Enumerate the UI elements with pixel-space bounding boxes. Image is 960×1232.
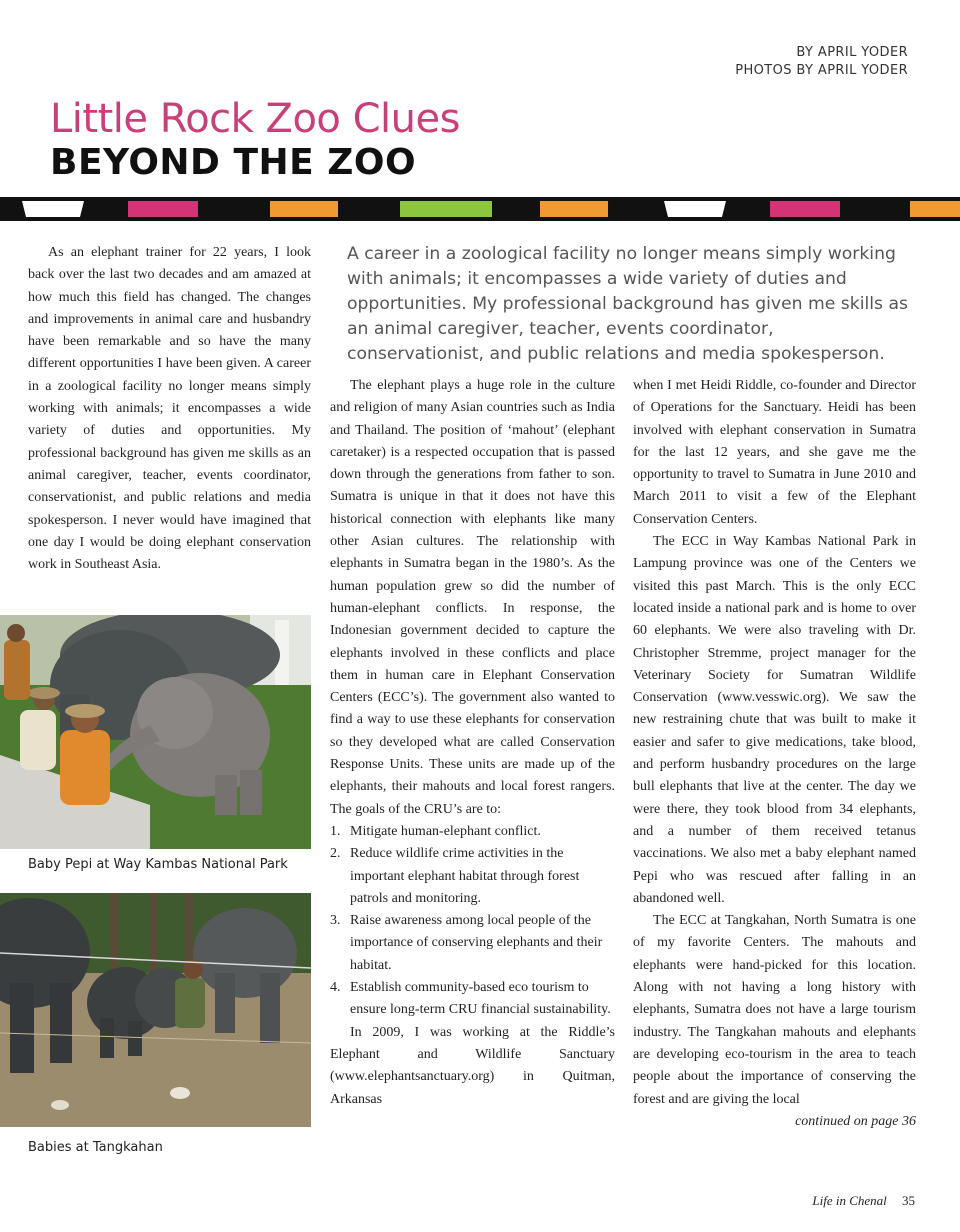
paragraph: As an elephant trainer for 22 years, I look back over the last two decades and am amazed at how much this field has changed. The changes and improvements in animal care and husbandry have been remarkable and so have the many different opportunities I have been given. A career in a zoological facility no longer means simply working with animals; it encompasses a wide variety of duties and opportunities. My professional background has given me skills as an animal caregiver, teacher, events coordinator, conservationist, and public relations and media spokesperson. I never would have imagined that one day I would be doing elephant conservation work in Southeast Asia. xyxy=(28,245,311,573)
list-number: 1. xyxy=(330,823,341,839)
list-text: Establish community-based eco tourism to ensure long-term CRU financial sustainability. xyxy=(350,980,611,1018)
stripe-green-tab xyxy=(400,201,492,217)
author-credit: BY APRIL YODER xyxy=(796,45,908,60)
stripe-pink-tab xyxy=(128,201,198,217)
stripe-white-tab xyxy=(22,201,84,217)
article-column-2 xyxy=(330,375,615,1111)
list-item xyxy=(330,821,615,843)
list-text: Reduce wildlife crime activities in the important elephant habitat through forest patrols and monitoring. xyxy=(350,846,580,906)
paragraph: The ECC in Way Kambas National Park in Lampung province was one of the Centers we visited this past March. This is the only ECC located inside a national park and is home to over 60 elephants. We were also traveling with Dr. Christopher Stremme, project manager for the Veterinary Society for Sumatran Wildlife Conservation (www.vesswic.org). We saw the new restraining chute that was built to make it easier and safer to give medications, take blood, and perform husbandry procedures on the large bull elephants that live at the center. The day we were there, they took blood from 34 elephants, and a number of them received tetanus vaccinations. We also met a baby elephant named Pepi who was rescued after falling in an abandoned well. xyxy=(633,534,916,906)
article-column-3 xyxy=(633,375,916,1133)
page-footer xyxy=(812,1193,915,1209)
list-item xyxy=(330,910,615,977)
paragraph: The elephant plays a huge role in the culture and religion of many Asian countries such as India and Thailand. The position of ‘mahout’ (elephant caretaker) is a respected occupation that is passed down through the generations from father to son. Sumatra is unique in that it does not have this historical connection with elephants like many other Asian cultures. The relationship with elephants in Sumatra began in the 1980’s. As the human population grew so did the number of human-elephant conflicts. In response, the Indonesian government decided to capture the elephants involved in these conflicts and place them in human care in Elephant Conservation Centers (ECC’s). The government also wanted to find a way to use these elephants for conservation so they developed what are called Conservation Response Units. These units are made up of the elephants, their mahouts and local forest rangers. The goals of the CRU’s are to: xyxy=(330,378,615,817)
photo-babies-tangkahan xyxy=(0,893,311,1127)
decorative-stripe xyxy=(0,197,960,221)
list-text: Raise awareness among local people of the importance of conserving elephants and their habitat. xyxy=(350,913,603,973)
article-column-1 xyxy=(28,242,311,576)
paragraph: In 2009, I was working at the Riddle’s Elephant and Wildlife Sanctuary (www.elephantsanctuary.org) in Quitman, Arkansas xyxy=(330,1024,615,1107)
magazine-name: Life in Chenal xyxy=(812,1193,887,1208)
page-number: 35 xyxy=(902,1193,915,1208)
photo-credit: PHOTOS BY APRIL YODER xyxy=(735,63,908,78)
photo-caption: Babies at Tangkahan xyxy=(28,1140,163,1155)
list-item xyxy=(330,843,615,910)
pull-quote: A career in a zoological facility no longer means simply working with animals; it encompasses a wide variety of duties and opportunities. My professional background has given me skills as an animal caregiver, teacher, events coordinator, conservationist, and public relations and media spokesperson. xyxy=(347,244,908,364)
paragraph: The ECC at Tangkahan, North Sumatra is one of my favorite Centers. The mahouts and elephants were hand-picked for this location. Along with not having a long history with elephants, Sumatra does not have a large tourism industry. The Tangkahan mahouts and elephants are developing eco-tourism in the area to teach people about the importance of conserving the forest and are giving the local xyxy=(633,913,916,1107)
goals-list xyxy=(330,821,615,1022)
stripe-orange-tab xyxy=(270,201,338,217)
byline xyxy=(735,44,908,80)
elephant-photo-illustration xyxy=(0,615,311,849)
photo-baby-pepi xyxy=(0,615,311,849)
stripe-white-tab xyxy=(664,201,726,217)
list-item xyxy=(330,977,615,1022)
stripe-pink-tab xyxy=(770,201,840,217)
elephant-photo-illustration xyxy=(0,893,311,1127)
continued-note: continued on page 36 xyxy=(795,1113,916,1129)
list-number: 3. xyxy=(330,913,341,929)
paragraph: when I met Heidi Riddle, co-founder and Director of Operations for the Sanctuary. Heidi has been involved with elephant conservation in Sumatra for the last 12 years, and she gave me the opportunity to travel to Sumatra in June 2010 and March 2011 to visit a few of the Elephant Conservation Centers. xyxy=(633,378,916,527)
stripe-orange-tab xyxy=(540,201,608,217)
list-number: 4. xyxy=(330,980,341,996)
list-number: 2. xyxy=(330,846,341,862)
list-text: Mitigate human-elephant conflict. xyxy=(350,823,541,839)
stripe-orange-tab xyxy=(910,201,960,217)
article-subtitle: BEYOND THE ZOO xyxy=(50,142,417,183)
article-title: Little Rock Zoo Clues xyxy=(50,96,460,142)
photo-caption: Baby Pepi at Way Kambas National Park xyxy=(28,857,288,872)
